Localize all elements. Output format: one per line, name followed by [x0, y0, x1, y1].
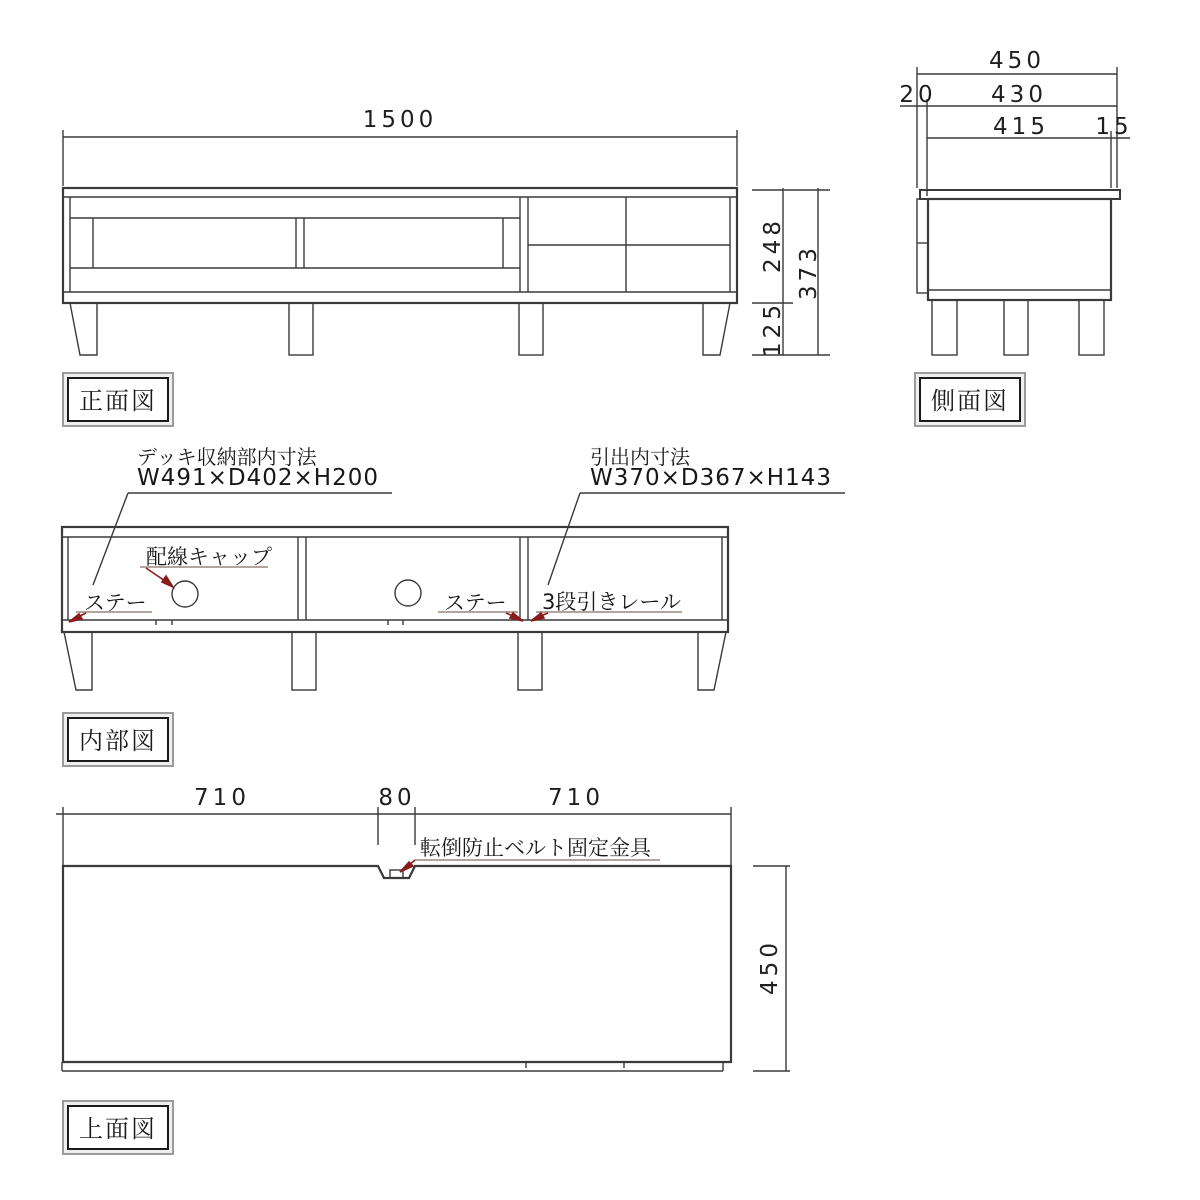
front-view-label-box	[62, 372, 174, 427]
top-bottom-strip	[62, 1062, 723, 1071]
front-open-shelf	[70, 218, 520, 268]
internal-legs	[64, 632, 726, 690]
side-view-label-box	[914, 372, 1026, 427]
front-dim-width-lines	[63, 130, 737, 186]
internal-view-label-box	[62, 712, 174, 767]
deck-size-value: W491×D402×H200	[137, 465, 379, 491]
drawer-size-value: W370×D367×H143	[590, 465, 832, 491]
side-top-board	[920, 190, 1120, 199]
internal-view-label: 内部図	[67, 717, 169, 762]
belt-bracket-label: 転倒防止ベルト固定金具	[420, 836, 651, 860]
side-dim-415: 415	[993, 114, 1049, 140]
stay-right-label: ステー	[444, 591, 507, 615]
front-view-drawing	[63, 130, 830, 355]
top-view-label: 上面図	[67, 1105, 169, 1150]
side-dim-back-offset: 20	[899, 82, 937, 108]
front-dim-total-height: 373	[796, 244, 822, 300]
rail-label: 3段引きレール	[542, 590, 681, 614]
top-dim-right-width: 710	[548, 785, 604, 811]
side-back-strip	[917, 199, 928, 293]
stay-left-label: ステー	[84, 591, 147, 615]
top-dim-depth: 450	[757, 939, 783, 995]
side-legs	[932, 300, 1104, 355]
side-dim-430: 430	[991, 82, 1047, 108]
front-dim-body-height: 248	[760, 217, 786, 273]
top-dim-left-width: 710	[194, 785, 250, 811]
front-dim-width: 1500	[362, 107, 438, 133]
top-body-outline	[63, 866, 731, 1062]
side-view-drawing	[900, 67, 1133, 355]
wiring-cap-label: 配線キャップ	[146, 545, 272, 569]
wiring-hole-left	[172, 581, 198, 607]
top-dim-center-width: 80	[378, 785, 416, 811]
top-view-label-box	[62, 1100, 174, 1155]
front-drawer-grid	[528, 197, 730, 292]
deck-size-title: デッキ収納部内寸法	[137, 445, 317, 469]
side-body	[928, 199, 1111, 300]
side-view-label: 側面図	[919, 377, 1021, 422]
internal-size-leaders	[93, 493, 845, 585]
front-view-label: 正面図	[67, 377, 169, 422]
side-dim-front-offset: 15	[1095, 114, 1133, 140]
drawer-size-title: 引出内寸法	[590, 445, 690, 469]
front-legs	[70, 303, 730, 355]
front-dim-leg-height: 125	[760, 301, 786, 357]
side-dim-total-depth: 450	[989, 48, 1045, 74]
wiring-hole-center	[395, 580, 421, 606]
